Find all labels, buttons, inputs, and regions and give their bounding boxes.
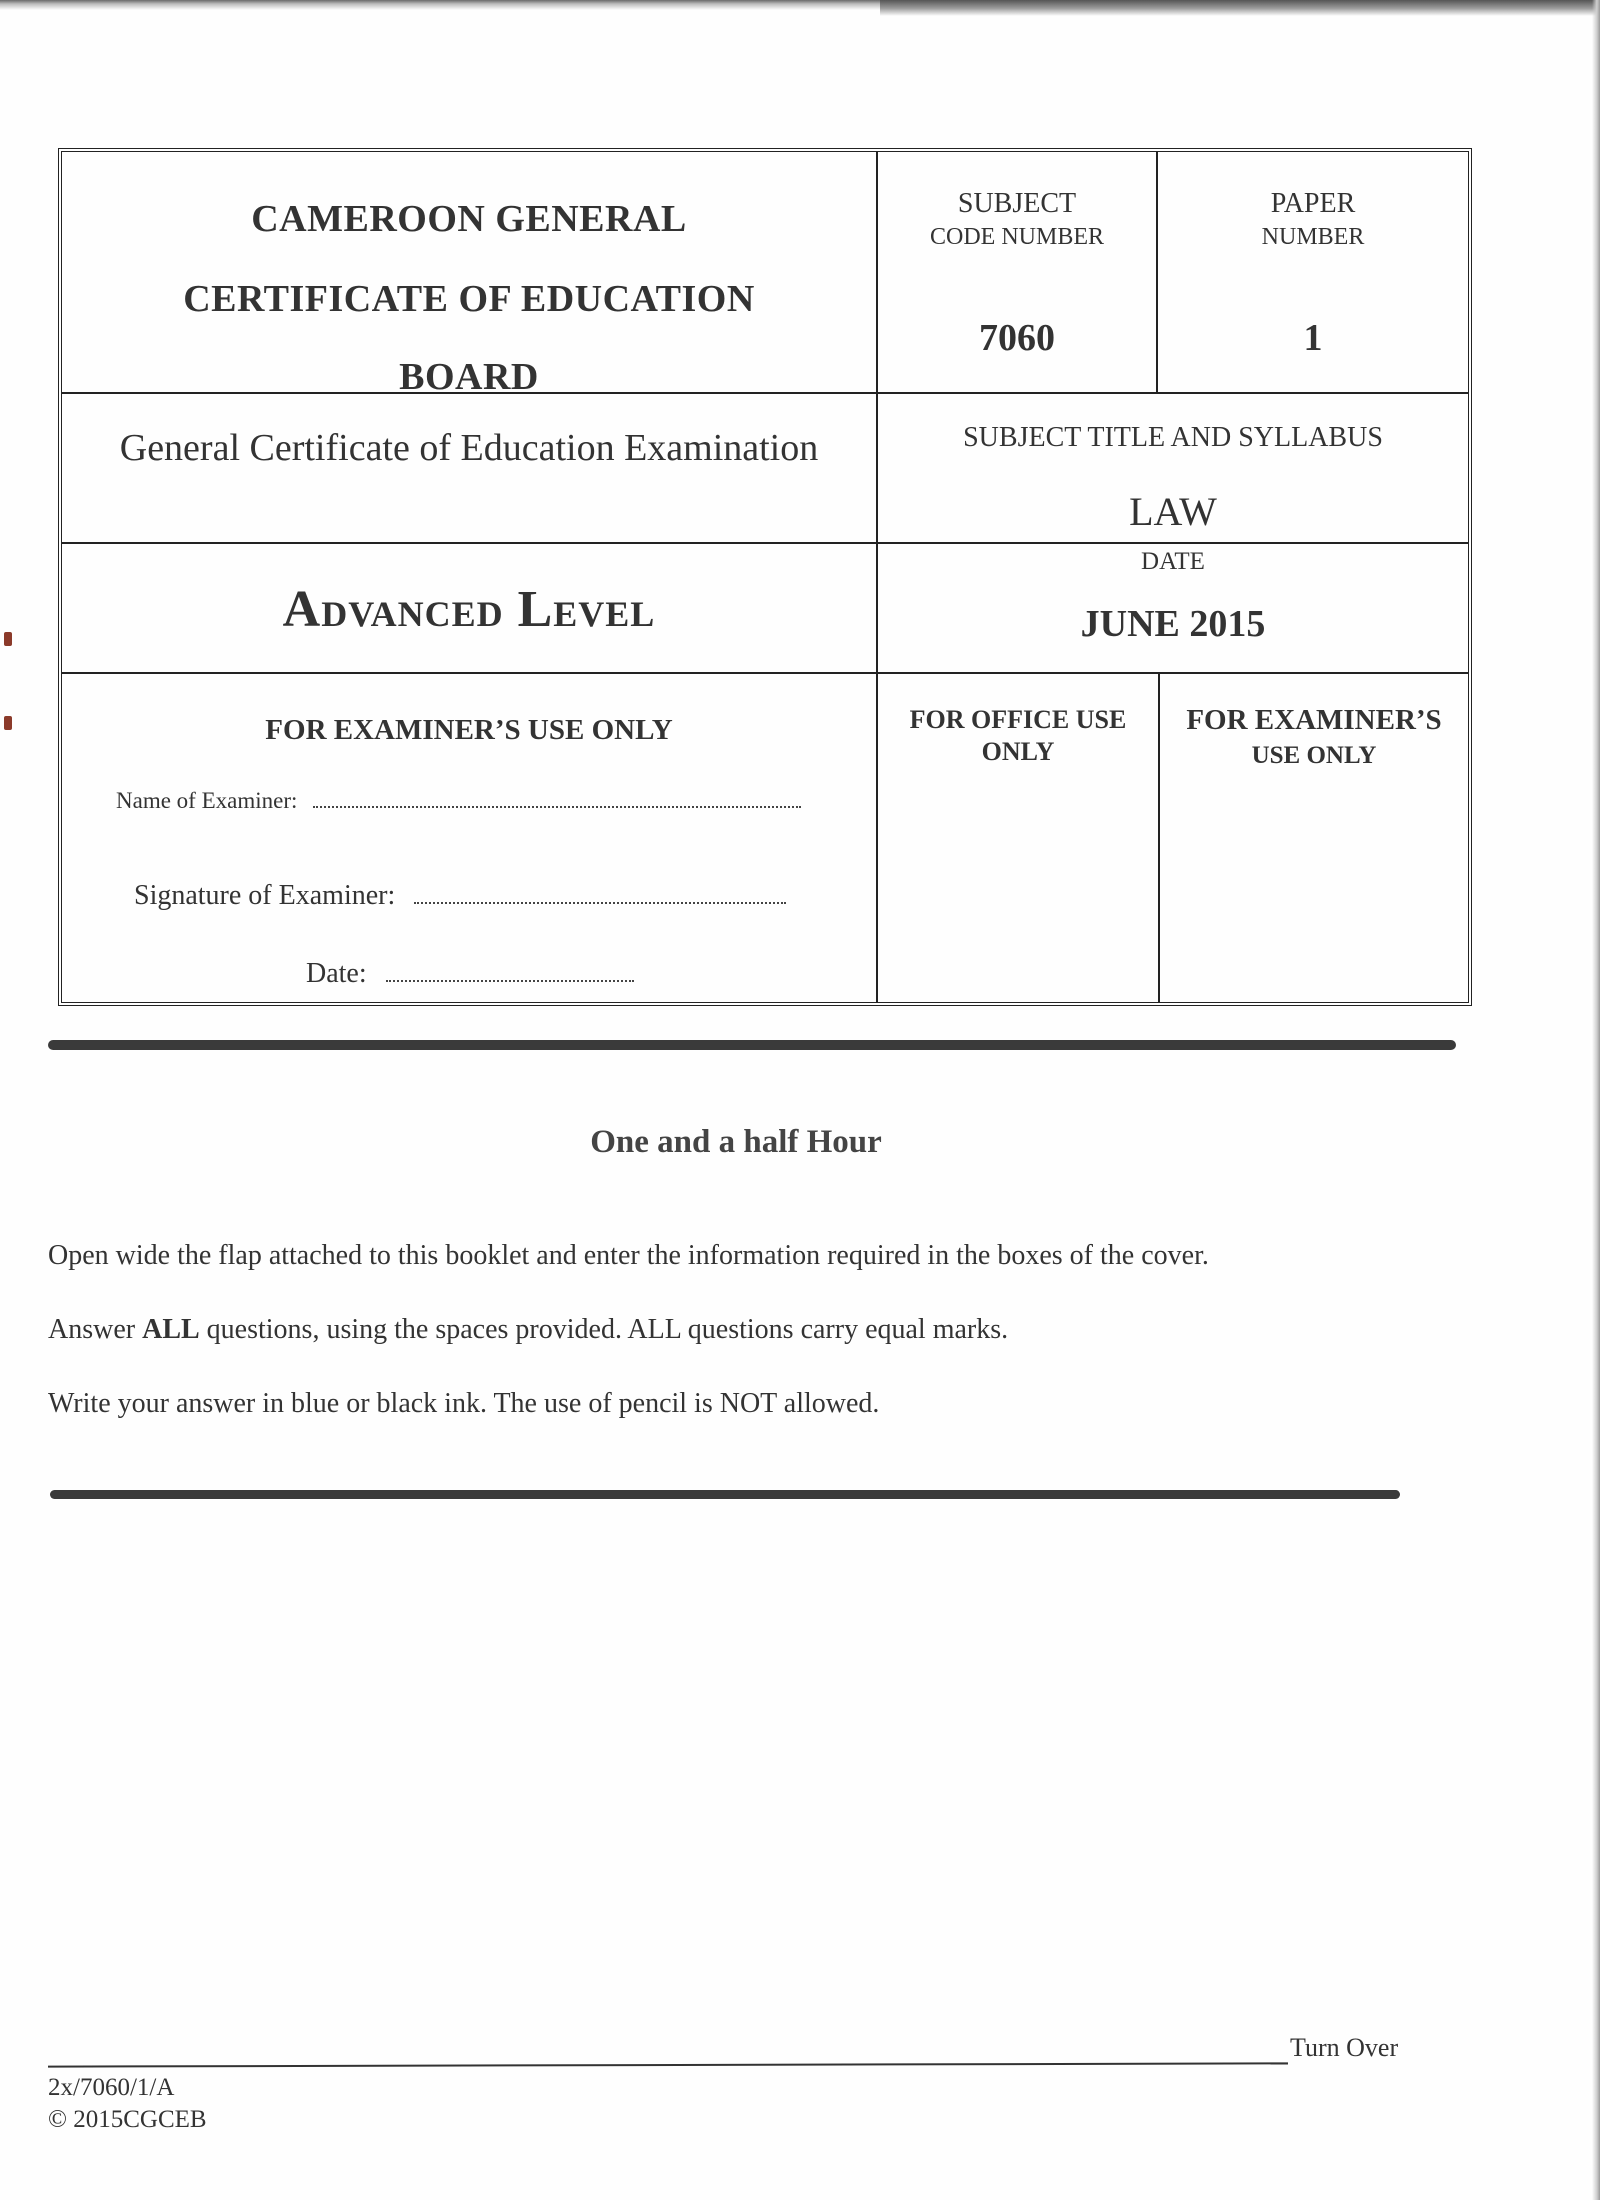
paper-number-cell — [1158, 152, 1468, 392]
examiner-use-box — [62, 674, 876, 1002]
examiner-signature-field[interactable] — [134, 880, 786, 912]
scan-top-edge-dark — [880, 0, 1600, 16]
date-label: DATE — [1141, 548, 1205, 575]
board-name-line: BOARD — [399, 356, 539, 398]
examiner-name-field[interactable] — [116, 788, 801, 814]
instruction-emphasis: ALL — [142, 1314, 200, 1345]
subject-code-cell — [878, 152, 1156, 392]
subject-code-label: SUBJECT — [957, 188, 1077, 219]
exam-level: Advanced Level — [282, 581, 656, 638]
instruction-line — [48, 1388, 879, 1420]
subject-title-cell — [878, 394, 1468, 542]
office-use-box[interactable] — [878, 674, 1158, 1002]
footer-rule — [48, 2062, 1288, 2067]
paper-number-label: PAPER — [1270, 188, 1356, 219]
paper-code: 2x/7060/1/A — [48, 2074, 175, 2101]
scan-right-edge — [1592, 0, 1600, 2200]
examiner-marks-box[interactable] — [1160, 674, 1468, 1002]
board-name-cell — [62, 152, 876, 398]
date-cell — [878, 544, 1468, 672]
subject-title-label: SUBJECT TITLE AND SYLLABUS — [963, 422, 1383, 453]
instruction-line — [48, 1314, 1008, 1346]
instruction-text: Write your answer in blue or black ink. The use of pencil is NOT allowed. — [48, 1388, 880, 1419]
exam-duration: One and a half Hour — [590, 1124, 882, 1160]
binding-mark — [4, 632, 12, 646]
examiner-date-field[interactable] — [306, 958, 634, 990]
subject-title-value: LAW — [1129, 489, 1217, 534]
instruction-text: questions, using the spaces provided. ALL questions carry equal marks. — [199, 1314, 1009, 1345]
office-use-heading: ONLY — [981, 737, 1055, 766]
copyright: © 2015CGCEB — [48, 2106, 207, 2133]
section-rule — [50, 1490, 1400, 1499]
examination-cell — [62, 394, 876, 542]
examiner-date-label: Date: — [306, 958, 367, 989]
examiner-marks-heading: FOR EXAMINER’S — [1186, 704, 1442, 736]
binding-mark — [4, 716, 12, 730]
paper-number-value: 1 — [1303, 317, 1323, 359]
board-name-line: CAMEROON GENERAL — [251, 198, 687, 240]
examination-name: General Certificate of Education Examination — [119, 427, 819, 469]
office-use-heading: FOR OFFICE USE — [909, 705, 1127, 734]
examiner-marks-heading: USE ONLY — [1251, 742, 1377, 769]
examiner-name-input[interactable] — [313, 792, 801, 808]
subject-code-value: 7060 — [979, 317, 1055, 359]
subject-code-label: CODE NUMBER — [929, 224, 1104, 250]
examiner-signature-label: Signature of Examiner: — [134, 880, 396, 911]
instruction-text: Open wide the flap attached to this booklet and enter the information required in the boxes of the cover. — [48, 1240, 1209, 1271]
level-cell — [62, 544, 876, 672]
examiner-name-label: Name of Examiner: — [116, 788, 298, 813]
turn-over-label: Turn Over — [1290, 2033, 1399, 2062]
examiner-use-heading: FOR EXAMINER’S USE ONLY — [265, 714, 673, 746]
section-rule — [48, 1040, 1456, 1050]
examiner-date-input[interactable] — [386, 966, 634, 982]
instruction-text: Answer — [48, 1314, 143, 1345]
date-value: JUNE 2015 — [1080, 603, 1266, 645]
board-name-line: CERTIFICATE OF EDUCATION — [183, 278, 755, 320]
paper-number-label: NUMBER — [1261, 224, 1365, 250]
instruction-line — [48, 1240, 1209, 1272]
cover-information-table — [58, 148, 1472, 1006]
examiner-signature-input[interactable] — [414, 888, 786, 904]
